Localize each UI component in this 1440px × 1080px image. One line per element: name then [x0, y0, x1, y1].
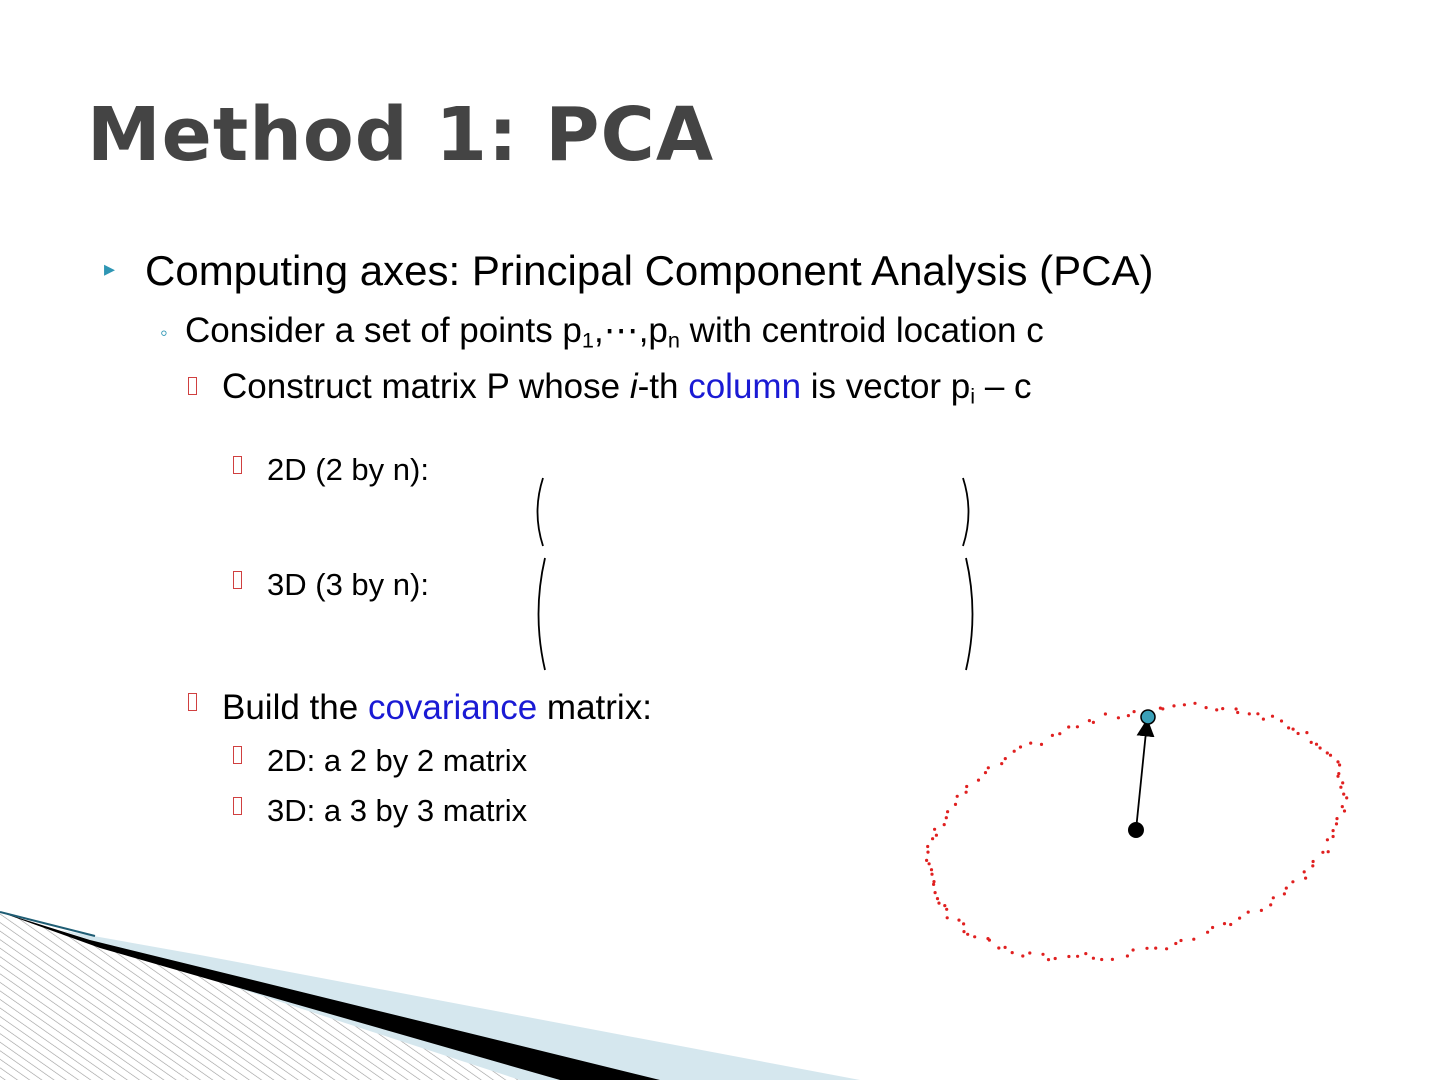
box-bullet-icon: [233, 571, 242, 589]
cloud-point: [977, 779, 980, 782]
cloud-point: [1292, 728, 1295, 731]
slide-title: Method 1: PCA: [87, 92, 715, 178]
cloud-point: [1047, 958, 1050, 961]
cloud-point: [1319, 746, 1322, 749]
bullet-covariance: Build the covariance matrix:: [222, 688, 652, 727]
cloud-point: [1223, 922, 1226, 925]
bullet-3d-cov: 3D: a 3 by 3 matrix: [267, 793, 528, 828]
cloud-point: [1310, 741, 1313, 744]
cloud-point: [1040, 743, 1043, 746]
cloud-point: [1067, 725, 1070, 728]
cloud-point: [1291, 880, 1294, 883]
cloud-point: [1215, 708, 1218, 711]
cloud-point: [954, 803, 957, 806]
bullet-points-set: Consider a set of points $p_1,\cdots,p_n$ with centroid location c: [185, 311, 1044, 353]
cloud-point: [973, 935, 976, 938]
cloud-point: [1336, 760, 1339, 763]
cloud-point: [1133, 710, 1136, 713]
cloud-point: [1338, 763, 1341, 766]
cloud-point: [1297, 732, 1300, 735]
cloud-point: [1248, 712, 1251, 715]
cloud-point: [1315, 743, 1318, 746]
cloud-point: [1287, 726, 1290, 729]
cloud-point: [1179, 939, 1182, 942]
cloud-point: [1269, 903, 1272, 906]
cloud-point: [1193, 702, 1196, 705]
cloud-point: [946, 810, 949, 813]
cloud-point: [1011, 951, 1014, 954]
bullet-2d-matrix: 2D (2 by n):: [267, 452, 429, 487]
cloud-point: [1262, 718, 1265, 721]
cloud-point: [965, 785, 968, 788]
cloud-point: [1019, 745, 1022, 748]
cloud-point: [1238, 917, 1241, 920]
cloud-point: [1165, 947, 1168, 950]
cloud-point: [931, 837, 934, 840]
sample-point: [1141, 710, 1155, 724]
cloud-point: [1067, 955, 1070, 958]
cloud-point: [1092, 957, 1095, 960]
cloud-point: [997, 946, 1000, 949]
bullet-pca: Computing axes: Principal Component Analysis (PCA): [145, 247, 1154, 294]
cloud-point: [945, 908, 948, 911]
cloud-point: [956, 795, 959, 798]
cloud-point: [943, 823, 946, 826]
box-bullet-icon: [233, 456, 242, 474]
cloud-point: [945, 816, 948, 819]
cloud-point: [930, 868, 933, 871]
cloud-point: [1172, 704, 1175, 707]
cloud-point: [986, 937, 989, 940]
triangle-bullet-icon: ▸: [104, 256, 116, 281]
cloud-point: [1256, 712, 1259, 715]
matrix-3d-brackets: [539, 558, 973, 670]
cloud-point: [1336, 775, 1339, 778]
cloud-point: [1076, 955, 1079, 958]
cloud-point: [1221, 707, 1224, 710]
matrix-2d-brackets: [538, 478, 969, 546]
cloud-point: [1343, 809, 1346, 812]
cloud-point: [925, 859, 928, 862]
bullet-construct-matrix: Construct matrix P whose i-th column is vector $p_i$ – c: [222, 367, 1032, 409]
cloud-point: [932, 880, 935, 883]
cloud-point: [1311, 864, 1314, 867]
cloud-point: [1280, 719, 1283, 722]
cloud-point: [1337, 772, 1340, 775]
cloud-point: [1332, 835, 1335, 838]
cloud-point: [1326, 838, 1329, 841]
box-bullet-icon: [233, 746, 242, 764]
cloud-point: [1117, 716, 1120, 719]
cloud-point: [1345, 796, 1348, 799]
cloud-point: [1326, 751, 1329, 754]
cloud-point: [1004, 757, 1007, 760]
cloud-point: [1029, 742, 1032, 745]
cloud-point: [1260, 909, 1263, 912]
cloud-point: [1132, 948, 1135, 951]
cloud-point: [1342, 793, 1345, 796]
cloud-point: [926, 845, 929, 848]
cloud-point: [1154, 947, 1157, 950]
cloud-point: [1339, 786, 1342, 789]
cloud-point: [1272, 896, 1275, 899]
cloud-point: [1305, 731, 1308, 734]
cloud-point: [1235, 707, 1238, 710]
cloud-point: [957, 919, 960, 922]
cloud-point: [1341, 805, 1344, 808]
cloud-point: [1127, 714, 1130, 717]
cloud-point: [937, 902, 940, 905]
cloud-point: [1145, 947, 1148, 950]
cloud-point: [966, 933, 969, 936]
cloud-point: [930, 873, 933, 876]
cloud-point: [928, 862, 931, 865]
cloud-point: [1271, 715, 1274, 718]
cloud-point: [1329, 754, 1332, 757]
cloud-point: [1054, 957, 1057, 960]
cloud-point: [1041, 953, 1044, 956]
cloud-point: [1100, 958, 1103, 961]
cloud-point: [965, 791, 968, 794]
cloud-point: [1111, 958, 1114, 961]
cloud-point: [1312, 860, 1315, 863]
cloud-point: [1304, 877, 1307, 880]
cloud-point: [933, 828, 936, 831]
cloud-point: [962, 930, 965, 933]
cloud-point: [1084, 952, 1087, 955]
cloud-point: [1192, 938, 1195, 941]
cloud-point: [1161, 707, 1164, 710]
cloud-point: [1332, 829, 1335, 832]
box-bullet-icon: [233, 797, 242, 815]
cloud-point: [1341, 781, 1344, 784]
cloud-point: [1104, 712, 1107, 715]
cloud-point: [984, 771, 987, 774]
cloud-point: [1058, 732, 1061, 735]
cloud-point: [1092, 721, 1095, 724]
cloud-point: [943, 904, 946, 907]
cloud-point: [935, 834, 938, 837]
cloud-point: [1028, 951, 1031, 954]
cloud-point: [926, 851, 929, 854]
cloud-point: [1088, 719, 1091, 722]
cloud-point: [1000, 762, 1003, 765]
bullet-2d-cov: 2D: a 2 by 2 matrix: [267, 743, 528, 778]
centroid-point: [1128, 822, 1144, 838]
cloud-point: [1206, 931, 1209, 934]
cloud-point: [932, 883, 935, 886]
cloud-point: [1229, 923, 1232, 926]
cloud-point: [1205, 706, 1208, 709]
cloud-point: [1051, 734, 1054, 737]
cloud-point: [934, 891, 937, 894]
cloud-point: [1335, 822, 1338, 825]
cloud-point: [1327, 850, 1330, 853]
cloud-point: [1174, 942, 1177, 945]
centroid-arrow: [1136, 722, 1147, 830]
cloud-point: [1247, 911, 1250, 914]
box-bullet-icon: [188, 693, 197, 711]
cloud-point: [1321, 851, 1324, 854]
circle-bullet-icon: ◦: [160, 320, 168, 345]
cloud-point: [1335, 817, 1338, 820]
cloud-point: [1285, 887, 1288, 890]
cloud-point: [1211, 926, 1214, 929]
cloud-point: [1183, 703, 1186, 706]
cloud-point: [1236, 711, 1239, 714]
cloud-point: [1076, 725, 1079, 728]
cloud-point: [1126, 954, 1129, 957]
bullet-3d-matrix: 3D (3 by n):: [267, 567, 429, 602]
cloud-point: [1283, 892, 1286, 895]
cloud-point: [962, 922, 965, 925]
cloud-point: [1013, 750, 1016, 753]
box-bullet-icon: [188, 377, 197, 395]
cloud-point: [946, 916, 949, 919]
cloud-point: [1303, 870, 1306, 873]
cloud-point: [936, 897, 939, 900]
cloud-point: [1004, 946, 1007, 949]
cloud-point: [987, 766, 990, 769]
cloud-point: [1021, 954, 1024, 957]
